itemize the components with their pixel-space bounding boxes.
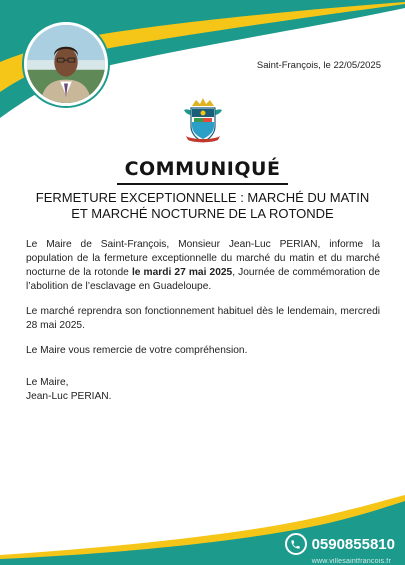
subtitle-line-2: ET MARCHÉ NOCTURNE DE LA ROTONDE <box>71 206 334 221</box>
document-body <box>26 238 380 404</box>
phone-number: 0590855810 <box>311 535 395 553</box>
phone-contact[interactable] <box>285 533 395 555</box>
paragraph-1-text-end: , Journée de commémoration de l’abolition de l’esclavage en Guadeloupe. <box>26 267 381 292</box>
document-subtitle <box>30 190 375 222</box>
subtitle-line-1: FERMETURE EXCEPTIONNELLE : MARCHÉ DU MATIN <box>35 190 370 205</box>
signature <box>26 376 380 404</box>
signature-name: Jean-Luc PERIAN. <box>26 391 112 402</box>
mayor-portrait <box>24 22 108 106</box>
website-link[interactable]: www.villesaintfrancois.fr <box>311 558 391 565</box>
phone-icon <box>285 533 307 555</box>
signature-role: Le Maire, <box>26 377 69 388</box>
document-title: COMMUNIQUÉ <box>124 158 281 180</box>
coat-of-arms-icon <box>178 96 228 146</box>
paragraph-thanks: Le Maire vous remercie de votre compréhension. <box>26 345 248 356</box>
place-date: Saint-François, le 22/05/2025 <box>256 60 381 71</box>
paragraph-1-date: le mardi 27 mai 2025 <box>131 267 233 278</box>
title-underline <box>117 183 288 185</box>
paragraph-1-text: Le Maire de Saint-François, Monsieur Jean-Luc PERIAN, informe la population de la fermeture exceptionnelle du marché du matin et du marché nocturne de la rotonde <box>26 239 380 278</box>
paragraph-announcement <box>26 238 380 294</box>
paragraph-reopening: Le marché reprendra son fonctionnement habituel dès le lendemain, mercredi 28 mai 2025. <box>26 306 380 331</box>
